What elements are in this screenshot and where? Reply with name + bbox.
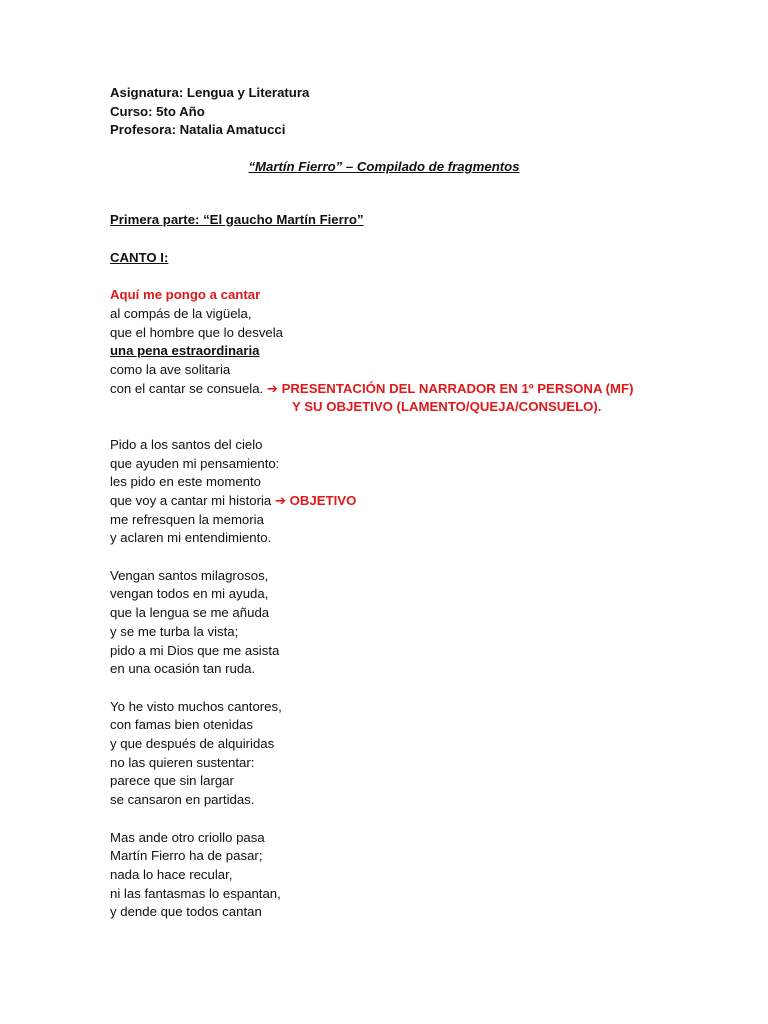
verse-line: me refresquen la memoria xyxy=(110,511,264,527)
verse-line: que ayuden mi pensamiento: xyxy=(110,455,280,471)
stanza-3 xyxy=(110,567,710,679)
header-teacher: Profesora: Natalia Amatucci xyxy=(110,122,286,138)
verse-line: una pena estraordinaria xyxy=(110,343,260,359)
stanza-1 xyxy=(110,286,710,417)
verse-line: y dende que todos cantan xyxy=(110,904,262,920)
verse-line: no las quieren sustentar: xyxy=(110,754,255,770)
verse-text: con el cantar se consuela. xyxy=(110,380,264,396)
annotation-objective: ➔ OBJETIVO xyxy=(274,492,357,508)
verse-line: pido a mi Dios que me asista xyxy=(110,642,280,658)
annotation-narrator: ➔ PRESENTACIÓN DEL NARRADOR EN 1º PERSONA (MF) xyxy=(266,380,634,396)
stanza-4 xyxy=(110,698,710,810)
verse-line: parece que sin largar xyxy=(110,773,234,789)
part-title: Primera parte: “El gaucho Martín Fierro” xyxy=(110,211,364,227)
verse-line: en una ocasión tan ruda. xyxy=(110,661,256,677)
verse-line: se cansaron en partidas. xyxy=(110,792,255,808)
verse-line: ni las fantasmas lo espantan, xyxy=(110,885,281,901)
header-course: Curso: 5to Año xyxy=(110,103,205,119)
verse-line: Aquí me pongo a cantar xyxy=(110,287,261,303)
verse-line-annotated xyxy=(110,380,710,399)
stanza-2 xyxy=(110,436,710,548)
verse-line: Yo he visto muchos cantores, xyxy=(110,698,282,714)
verse-line: les pido en este momento xyxy=(110,474,262,490)
verse-line: y aclaren mi entendimiento. xyxy=(110,530,272,546)
verse-line: que el hombre que lo desvela xyxy=(110,324,284,340)
verse-line: al compás de la vigüela, xyxy=(110,305,252,321)
stanza-5 xyxy=(110,829,710,923)
verse-line: como la ave solitaria xyxy=(110,362,231,378)
document-page xyxy=(110,84,710,922)
verse-line: que la lengua se me añuda xyxy=(110,605,270,621)
document-title: “Martín Fierro” – Compilado de fragmentos xyxy=(248,159,520,175)
annotation-narrator-cont: Y SU OBJETIVO (LAMENTO/QUEJA/CONSUELO). xyxy=(292,399,602,415)
verse-line: Vengan santos milagrosos, xyxy=(110,567,269,583)
verse-text: que voy a cantar mi historia xyxy=(110,492,272,508)
canto-title: CANTO I: xyxy=(110,249,169,265)
verse-line: y se me turba la vista; xyxy=(110,623,239,639)
verse-line: vengan todos en mi ayuda, xyxy=(110,586,269,602)
header-subject: Asignatura: Lengua y Literatura xyxy=(110,85,310,100)
verse-line: Pido a los santos del cielo xyxy=(110,436,263,452)
verse-line: Mas ande otro criollo pasa xyxy=(110,829,265,845)
verse-line: con famas bien otenidas xyxy=(110,717,253,733)
verse-line: y que después de alquiridas xyxy=(110,736,275,752)
verse-line: nada lo hace recular, xyxy=(110,866,233,882)
verse-line-annotated xyxy=(110,492,710,511)
verse-line: Martín Fierro ha de pasar; xyxy=(110,848,263,864)
